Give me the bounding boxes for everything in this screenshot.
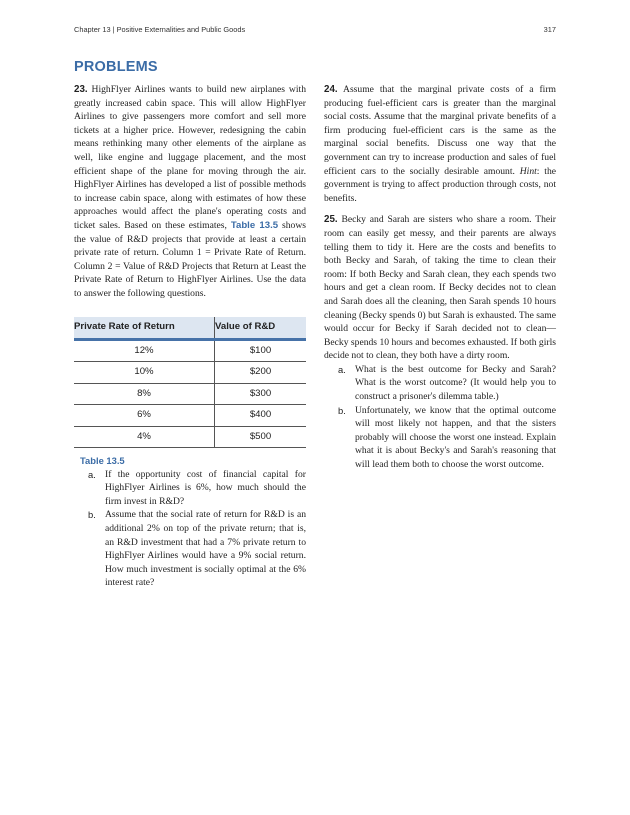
page-number: 317 [543, 25, 556, 34]
problem-23-parts [74, 468, 306, 590]
problem-25-text [324, 213, 556, 363]
part-text: Assume that the social rate of return for R&D is an additional 2% on top of the private return; that is, an R&D investment that had a 7% private return to HighFlyer Airlines would have a 9% social return. How much investment is socially optimal at the 6% interest rate? [105, 509, 306, 589]
table-row [74, 383, 306, 405]
part-label: a. [88, 468, 96, 480]
table-row [74, 339, 306, 362]
table-row [74, 362, 306, 384]
problem-25-number: 25. [324, 214, 338, 226]
list-item [324, 363, 556, 404]
problem-24-text-after: : the government is trying to affect production through costs, not benefits. [324, 165, 556, 204]
table-cell-value: $200 [215, 362, 307, 384]
left-column [74, 83, 306, 590]
table-cell-value: $300 [215, 383, 307, 405]
table-cell-rate: 12% [74, 339, 215, 362]
list-item [324, 404, 556, 472]
problem-25-parts [324, 363, 556, 472]
table-13-5-link[interactable]: Table 13.5 [230, 219, 279, 231]
problem-24-number: 24. [324, 84, 338, 95]
chapter-title: Chapter 13 | Positive Externalities and Public Goods [74, 25, 246, 34]
hint-label: Hint [519, 165, 537, 177]
table-cell-value: $400 [215, 405, 307, 427]
part-label: b. [338, 404, 346, 416]
table-row [74, 405, 306, 427]
part-label: b. [88, 509, 96, 521]
problem-23-text-before: HighFlyer Airlines wants to build new airplanes with greatly increased cabin space. This will allow HighFlyer Airlines to give passengers more comfort and sell more tickets at a higher price. However, redesigning the cabin means rethinking many other elements of the airplane as well, like engine and luggage placement, and the most efficient shape of the plane for moving through the air. HighFlyer Airlines has developed a list of possible methods to increase cabin space, along with estimates of how these approaches would affect the plane's operating costs and ticket sales. Based on these estimates, [74, 84, 306, 231]
table-row [74, 426, 306, 448]
problem-23-text [74, 83, 306, 301]
right-column [324, 83, 556, 472]
section-title: PROBLEMS [74, 59, 158, 75]
table-cell-value: $500 [215, 426, 307, 448]
problem-24-text [324, 83, 556, 205]
part-text: What is the best outcome for Becky and Sarah? What is the worst outcome? (It would help you to construct a prisoner's dilemma table.) [355, 363, 556, 403]
table-caption: Table 13.5 [80, 455, 125, 466]
column-header-value-rd: Value of R&D [215, 317, 307, 340]
problem-25-body: Becky and Sarah are sisters who share a room. Their room can easily get messy, and their parents are always telling them to tidy it. Here are the costs and benefits to both Becky and Sarah, of taking the time to clean their room: If both Becky and Sarah clean, they each spends two hours and get a clean room. If Becky decides not to clean and Sarah does all the cleaning, then Sarah spends 10 hours cleaning (Becky spends 0) but Sarah is exhausted. The same would occur for Becky if Sarah decided not to clean—Becky spends 10 hours and becomes exhausted. If both girls decide not to clean, they both have a dirty room. [324, 214, 556, 362]
table-cell-value: $100 [215, 339, 307, 362]
part-text: If the opportunity cost of financial capital for HighFlyer Airlines is 6%, how much should the firm invest in R&D? [105, 468, 306, 507]
column-header-private-rate: Private Rate of Return [74, 317, 215, 340]
part-text: Unfortunately, we know that the optimal outcome will most likely not happen, and that the sisters probably will choose the worst one instead. Explain what it is about Becky's and Sarah's reasoning that will lead them both to choose the worst outcome. [355, 404, 556, 471]
table-cell-rate: 8% [74, 383, 215, 405]
problem-24-text-before: Assume that the marginal private costs of a firm producing fuel-efficient cars is greater than the marginal social costs. Assume that the marginal private benefits of a firm producing fuel-efficient cars is the same as the marginal social benefits. Discuss one way that the government can try to increase production and sales of fuel efficient cars to the socially desirable amount. [324, 84, 556, 177]
table-cell-rate: 10% [74, 362, 215, 384]
table-header-row [74, 317, 306, 340]
list-item [74, 508, 306, 590]
part-label: a. [338, 363, 346, 375]
problem-23-number: 23. [74, 84, 88, 95]
rd-table [74, 317, 306, 449]
problem-23-text-after: shows the value of R&D projects that provide at least a certain private rate of return. Column 1 = Private Rate of Return. Column 2 = Value of R&D Projects that Return at Least the Private Rate of Return to HighFlyer Airlines. Use the data to answer the following questions. [74, 219, 307, 299]
table-cell-rate: 6% [74, 405, 215, 427]
table-cell-rate: 4% [74, 426, 215, 448]
list-item [74, 468, 306, 509]
